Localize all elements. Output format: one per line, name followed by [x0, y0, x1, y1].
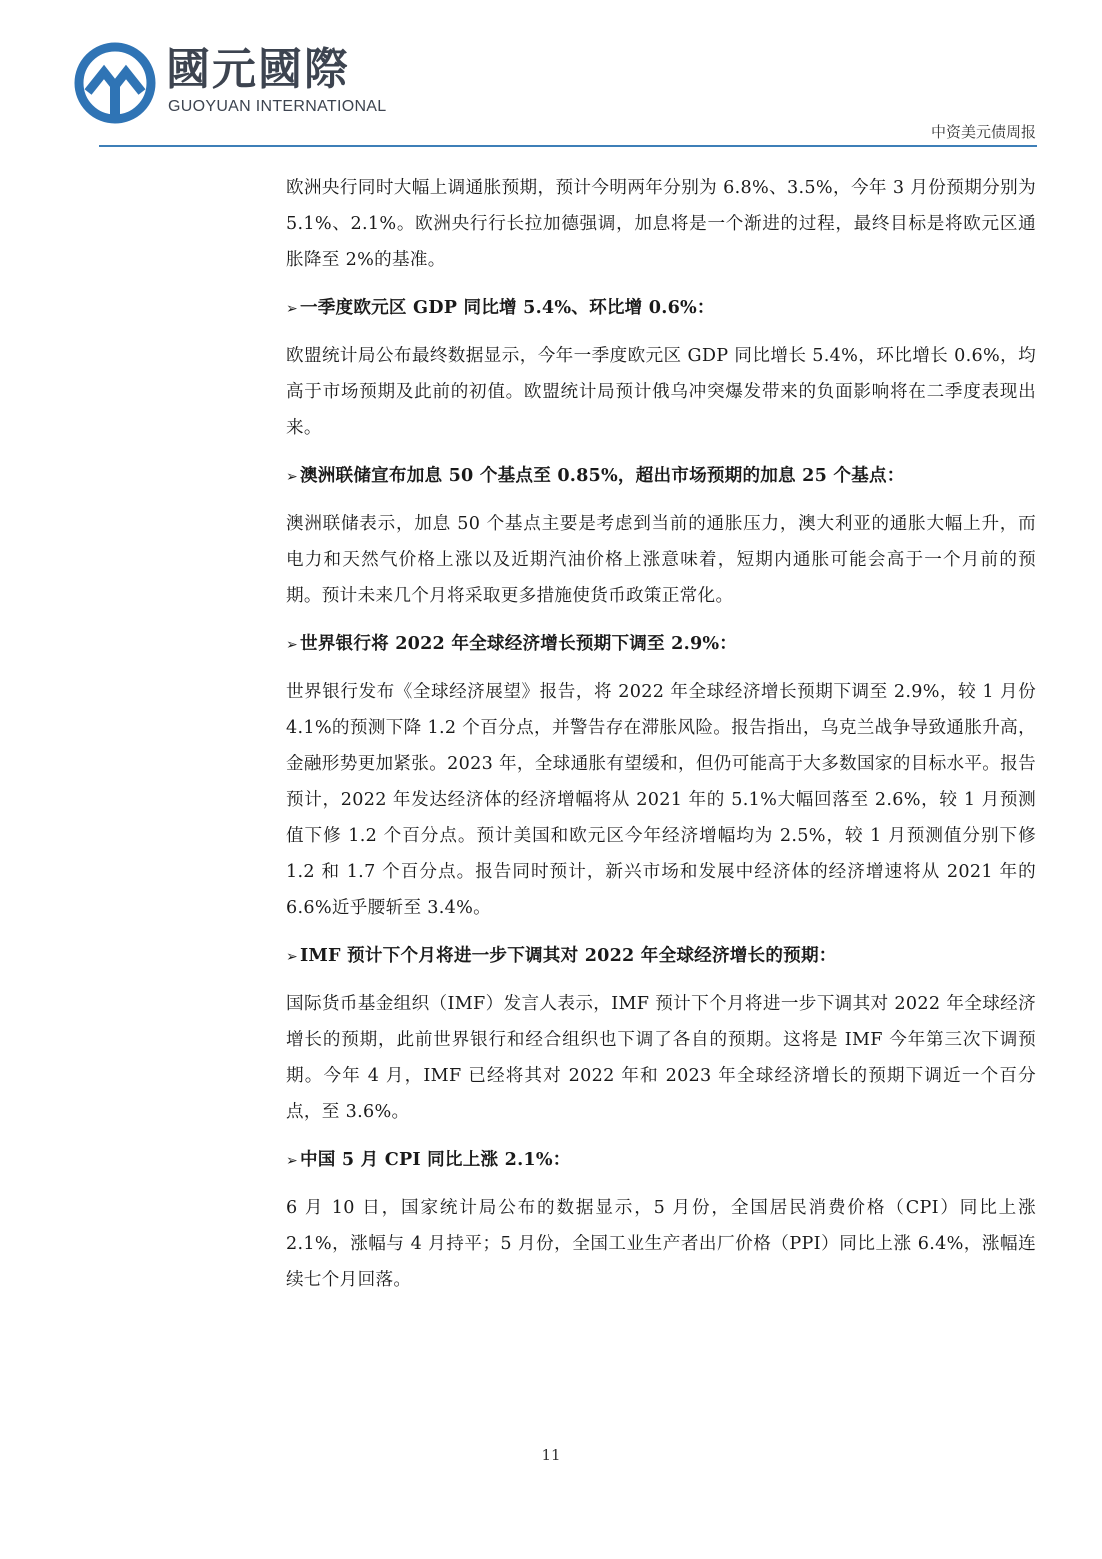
logo-chinese-name: 國元國際: [166, 44, 350, 95]
report-title: 中资美元债周报: [930, 123, 1036, 141]
section-heading: [286, 626, 1036, 663]
paragraph: 6 月 10 日，国家统计局公布的数据显示，5 月份，全国居民消费价格（CPI）同比上涨 2.1%，涨幅与 4 月持平；5 月份，全国工业生产者出厂价格（PPI）同比上涨 6.4%，涨幅连续七个月回落。: [286, 1198, 1036, 1290]
page-number: 11: [541, 1446, 561, 1464]
section-heading-text: IMF 预计下个月将进一步下调其对 2022 年全球经济增长的预期：: [299, 945, 837, 966]
arrow-bullet-icon: ➢: [286, 949, 298, 965]
logo-english-name: GUOYUAN INTERNATIONAL: [168, 98, 387, 115]
section-heading: [286, 1142, 1036, 1179]
section-heading-text: 世界银行将 2022 年全球经济增长预期下调至 2.9%：: [299, 633, 738, 654]
section-heading-text: 中国 5 月 CPI 同比上涨 2.1%：: [299, 1149, 571, 1170]
arrow-bullet-icon: ➢: [286, 469, 298, 485]
page-header: [0, 0, 1102, 160]
section-heading: [286, 458, 1036, 495]
section-heading-text: 一季度欧元区 GDP 同比增 5.4%、环比增 0.6%：: [299, 297, 715, 318]
paragraph: 欧盟统计局公布最终数据显示，今年一季度欧元区 GDP 同比增长 5.4%，环比增长 0.6%，均高于市场预期及此前的初值。欧盟统计局预计俄乌冲突爆发带来的负面影响将在二季度表现出来。: [286, 346, 1036, 438]
paragraph: 澳洲联储表示，加息 50 个基点主要是考虑到当前的通胀压力，澳大利亚的通胀大幅上升，而电力和天然气价格上涨以及近期汽油价格上涨意味着，短期内通胀可能会高于一个月前的预期。预计未来几个月将采取更多措施使货币政策正常化。: [286, 514, 1036, 606]
header-divider: [99, 145, 1037, 147]
arrow-bullet-icon: ➢: [286, 301, 298, 317]
paragraph: 欧洲央行同时大幅上调通胀预期，预计今明两年分别为 6.8%、3.5%，今年 3 月份预期分别为 5.1%、2.1%。欧洲央行行长拉加德强调，加息将是一个渐进的过程，最终目标是将欧元区通胀降至 2%的基准。: [286, 178, 1036, 270]
arrow-bullet-icon: ➢: [286, 1153, 298, 1169]
guoyuan-logo-icon: [74, 42, 156, 124]
section-heading-text: 澳洲联储宣布加息 50 个基点至 0.85%，超出市场预期的加息 25 个基点：: [299, 465, 905, 486]
paragraph: 世界银行发布《全球经济展望》报告，将 2022 年全球经济增长预期下调至 2.9%，较 1 月份 4.1%的预测下降 1.2 个百分点，并警告存在滞胀风险。报告指出，乌克兰战争导致通胀升高，金融形势更加紧张。2023 年，全球通胀有望缓和，但仍可能高于大多数国家的目标水平。报告预计，2022 年发达经济体的经济增幅将从 2021 年的 5.1%大幅回落至 2.6%，较 1 月预测值下修 1.2 个百分点。预计美国和欧元区今年经济增幅均为 2.5%，较 1 月预测值分别下修 1.2 和 1.7 个百分点。报告同时预计，新兴市场和发展中经济体的经济增速将从 2021 年的 6.6%近乎腰斩至 3.4%。: [286, 682, 1036, 918]
arrow-bullet-icon: ➢: [286, 637, 298, 653]
paragraph: 国际货币基金组织（IMF）发言人表示，IMF 预计下个月将进一步下调其对 2022 年全球经济增长的预期，此前世界银行和经合组织也下调了各自的预期。这将是 IMF 今年第三次下调预期。今年 4 月，IMF 已经将其对 2022 年和 2023 年全球经济增长的预期下调近一个百分点，至 3.6%。: [286, 994, 1036, 1122]
document-body: [286, 170, 1036, 1298]
section-heading: [286, 938, 1036, 975]
section-heading: [286, 290, 1036, 327]
